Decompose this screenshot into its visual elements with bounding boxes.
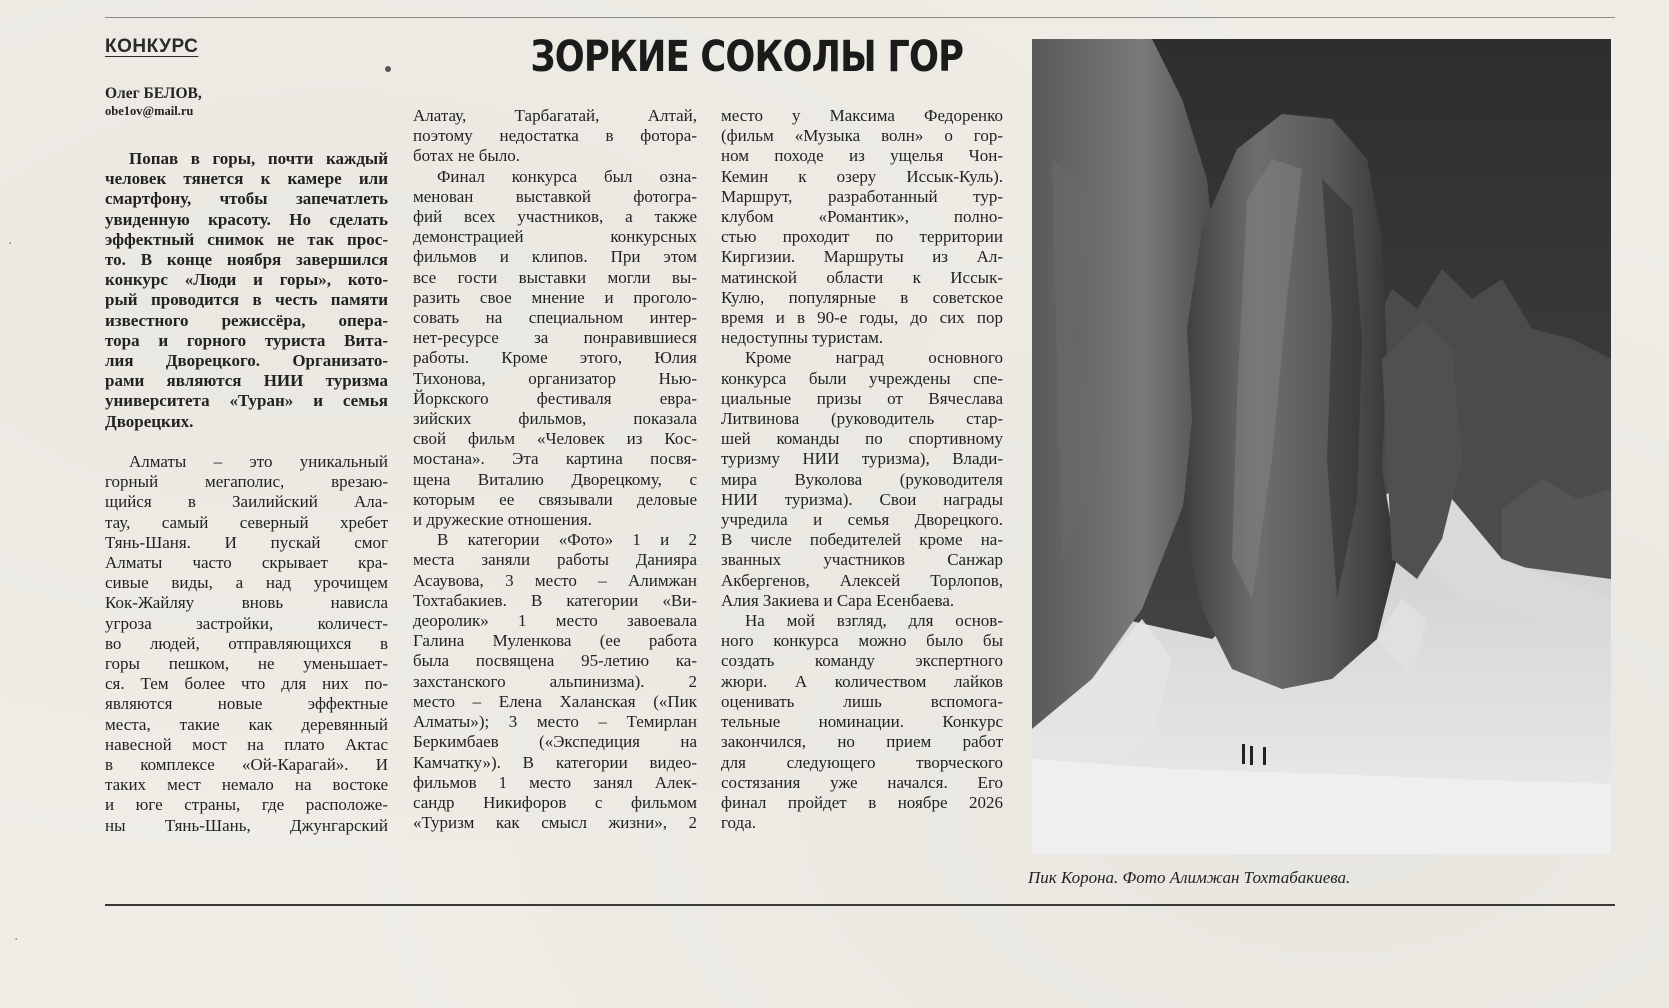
text-line: работы. Кроме этого, Юлия: [413, 348, 697, 368]
text-line: совать на специальном интер-: [413, 308, 697, 328]
text-line: Галина Муленкова (ее работа: [413, 631, 697, 651]
text-line: захстанского альпинизма). 2: [413, 671, 697, 691]
text-line: Дворецких.: [105, 411, 194, 431]
author-email[interactable]: obe1ov@mail.ru: [105, 104, 194, 118]
text-line: фий всех участников, а также: [413, 207, 697, 227]
text-line: ся. Тем более что для них по-: [105, 674, 388, 694]
text-line: время и в 90-е годы, до сих пор: [721, 308, 1003, 328]
text-line: навесной мост на плато Актас: [105, 734, 388, 754]
text-line: создать команду экспертного: [721, 651, 1003, 671]
text-line: Маршрут, разработанный тур-: [721, 186, 1003, 206]
text-line: Киргизии. Маршруты из Ал-: [721, 247, 1003, 267]
bottom-rule: [105, 904, 1615, 906]
bullet-dot: [385, 66, 391, 72]
text-line: человек тянется к камере или: [105, 169, 388, 189]
text-line: смартфону, чтобы запечатлеть: [105, 189, 388, 209]
text-line: Литвинова (руководитель стар-: [721, 409, 1003, 429]
text-line: Тохтабакиев. В категории «Ви-: [413, 590, 697, 610]
text-line: финал пройдет в ноябре 2026: [721, 792, 1003, 812]
text-line: «Туризм как смысл жизни», 2: [413, 813, 697, 833]
text-line: Кулю, популярные в советское: [721, 287, 1003, 307]
text-line: и юге страны, где расположе-: [105, 795, 388, 815]
text-line: ны Тянь-Шань, Джунгарский: [105, 815, 388, 835]
text-line: Алматы часто скрывает кра-: [105, 553, 388, 573]
text-line: щена Виталию Дворецкому, с: [413, 469, 697, 489]
text-line: званных участников Санжар: [721, 550, 1003, 570]
text-line: конкурса были учреждены спе-: [721, 368, 1003, 388]
text-line: для следующего творческого: [721, 752, 1003, 772]
text-line: горный мегаполис, врезаю-: [105, 472, 388, 492]
text-line: Кок-Жайляу вновь нависла: [105, 593, 388, 613]
text-line: известного режиссёра, опера-: [105, 310, 388, 330]
text-line: Попав в горы, почти каждый: [129, 149, 388, 168]
text-line: мира Вуколова (руководителя: [721, 469, 1003, 489]
text-line: учредила и семья Дворецкого.: [721, 510, 1003, 530]
text-line: года.: [721, 813, 757, 833]
text-line: нет-ресурсе за понравившиеся: [413, 328, 697, 348]
text-line: фильмов 1 место занял Алек-: [413, 772, 697, 792]
text-line: место – Елена Халанская («Пик: [413, 691, 697, 711]
text-line: все гости выставки могли вы-: [413, 267, 697, 287]
text-line: рами являются НИИ туризма: [105, 371, 388, 391]
top-rule: [105, 17, 1615, 18]
text-line: сивые виды, а над урочищем: [105, 573, 388, 593]
text-line: рый проводится в честь памяти: [105, 290, 388, 310]
text-line: Тихонова, организатор Нью-: [413, 368, 697, 388]
text-line: университета «Туран» и семья: [105, 391, 388, 411]
text-line: зийских фильмов, показала: [413, 409, 697, 429]
text-line: На мой взгляд, для основ-: [745, 611, 1003, 631]
text-line: НИИ туризма). Свои награды: [721, 489, 1003, 509]
text-line: тора и горного туриста Вита-: [105, 330, 388, 350]
text-line: которым ее связывали деловые: [413, 489, 697, 509]
headline: ЗОРКИЕ СОКОЛЫ ГОР: [530, 32, 964, 82]
text-line: Беркимбаев («Экспедиция на: [413, 732, 697, 752]
text-line: в комплексе «Ой-Карагай». И: [105, 755, 388, 775]
text-line: фильмов и клипов. При этом: [413, 247, 697, 267]
text-line: конкурс «Люди и горы», кото-: [105, 270, 388, 290]
photo-caption: Пик Корона. Фото Алимжан Тохтабакиева.: [1028, 868, 1351, 887]
text-line: увиденную красоту. Но сделать: [105, 209, 388, 229]
text-line: туризму НИИ туризма), Влади-: [721, 449, 1003, 469]
text-line: места заняли работы Данияра: [413, 550, 697, 570]
text-line: состязания уже начался. Его: [721, 772, 1003, 792]
text-line: разить свое мнение и проголо-: [413, 287, 697, 307]
section-label: КОНКУРС: [105, 36, 199, 57]
text-line: тельные номинации. Конкурс: [721, 712, 1003, 732]
text-line: Камчатку»). В категории видео-: [413, 752, 697, 772]
text-line: матинской области к Иссык-: [721, 267, 1003, 287]
text-line: была посвящена 95-летию ка-: [413, 651, 697, 671]
text-line: менован выставкой фотогра-: [413, 186, 697, 206]
text-line: Тянь-Шаня. И пускай смог: [105, 532, 388, 552]
text-line: мостана». Эта картина посвя-: [413, 449, 697, 469]
text-line: Акбергенов, Алексей Торлопов,: [721, 570, 1003, 590]
text-line: Кемин к озеру Иссык-Куль).: [721, 166, 1003, 186]
text-line: эффектный снимок не так прос-: [105, 229, 388, 249]
text-line: Асаувова, 3 место – Алимжан: [413, 570, 697, 590]
text-line: лия Дворецкого. Организато-: [105, 351, 388, 371]
text-line: угроза застройки, количест-: [105, 613, 388, 633]
text-line: и дружеские отношения.: [413, 510, 592, 530]
text-line: демонстрацией конкурсных: [413, 227, 697, 247]
text-line: шей команды по спортивному: [721, 429, 1003, 449]
column-1: [105, 149, 388, 836]
text-line: горы пешком, не уменьшает-: [105, 654, 388, 674]
text-line: ном походе из ущелья Чон-: [721, 146, 1003, 166]
text-line: Финал конкурса был озна-: [437, 166, 697, 186]
text-line: В числе победителей кроме на-: [721, 530, 1003, 550]
text-line: во людей, отправляющихся в: [105, 633, 388, 653]
text-line: Алматы»); 3 место – Темирлан: [413, 712, 697, 732]
text-line: Алия Закиева и Сара Есенбаева.: [721, 590, 955, 610]
text-line: места, такие как деревянный: [105, 714, 388, 734]
text-line: являются новые эффектные: [105, 694, 388, 714]
paper-speck: ·: [14, 932, 19, 948]
text-line: клубом «Романтик», полно-: [721, 207, 1003, 227]
text-line: стью проходит по территории: [721, 227, 1003, 247]
text-line: В категории «Фото» 1 и 2: [437, 530, 697, 550]
text-line: сандр Никифоров с фильмом: [413, 792, 697, 812]
mountain-photo: [1032, 39, 1611, 854]
text-line: (фильм «Музыка волн» о гор-: [721, 126, 1003, 146]
text-line: Йоркского фестиваля евра-: [413, 388, 697, 408]
lead-paragraph: [105, 149, 388, 432]
text-line: недоступны туристам.: [721, 328, 884, 348]
text-line: поэтому недостатка в фотора-: [413, 126, 697, 146]
text-line: Алатау, Тарбагатай, Алтай,: [413, 106, 697, 125]
text-line: щийся в Заилийский Ала-: [105, 492, 388, 512]
text-line: тау, самый северный хребет: [105, 512, 388, 532]
body-paragraph: [105, 452, 388, 836]
text-line: деоролик» 1 место завоевала: [413, 611, 697, 631]
paper-speck: ·: [8, 236, 13, 252]
text-line: Алматы – это уникальный: [129, 452, 388, 472]
text-line: ботах не было.: [413, 146, 521, 166]
text-line: ного конкурса можно было бы: [721, 631, 1003, 651]
text-line: таких мест немало на востоке: [105, 775, 388, 795]
text-line: Кроме наград основного: [745, 348, 1003, 368]
text-line: жюри. А количеством лайков: [721, 671, 1003, 691]
text-line: то. В конце ноября завершился: [105, 250, 388, 270]
text-line: циальные призы от Вячеслава: [721, 388, 1003, 408]
text-line: свой фильм «Человек из Кос-: [413, 429, 697, 449]
text-line: оценивать лишь вспомога-: [721, 691, 1003, 711]
column-3: [721, 106, 1003, 833]
author-name: Олег БЕЛОВ,: [105, 85, 202, 102]
text-line: закончился, но прием работ: [721, 732, 1003, 752]
text-line: место у Максима Федоренко: [721, 106, 1003, 125]
column-2: [413, 106, 697, 833]
